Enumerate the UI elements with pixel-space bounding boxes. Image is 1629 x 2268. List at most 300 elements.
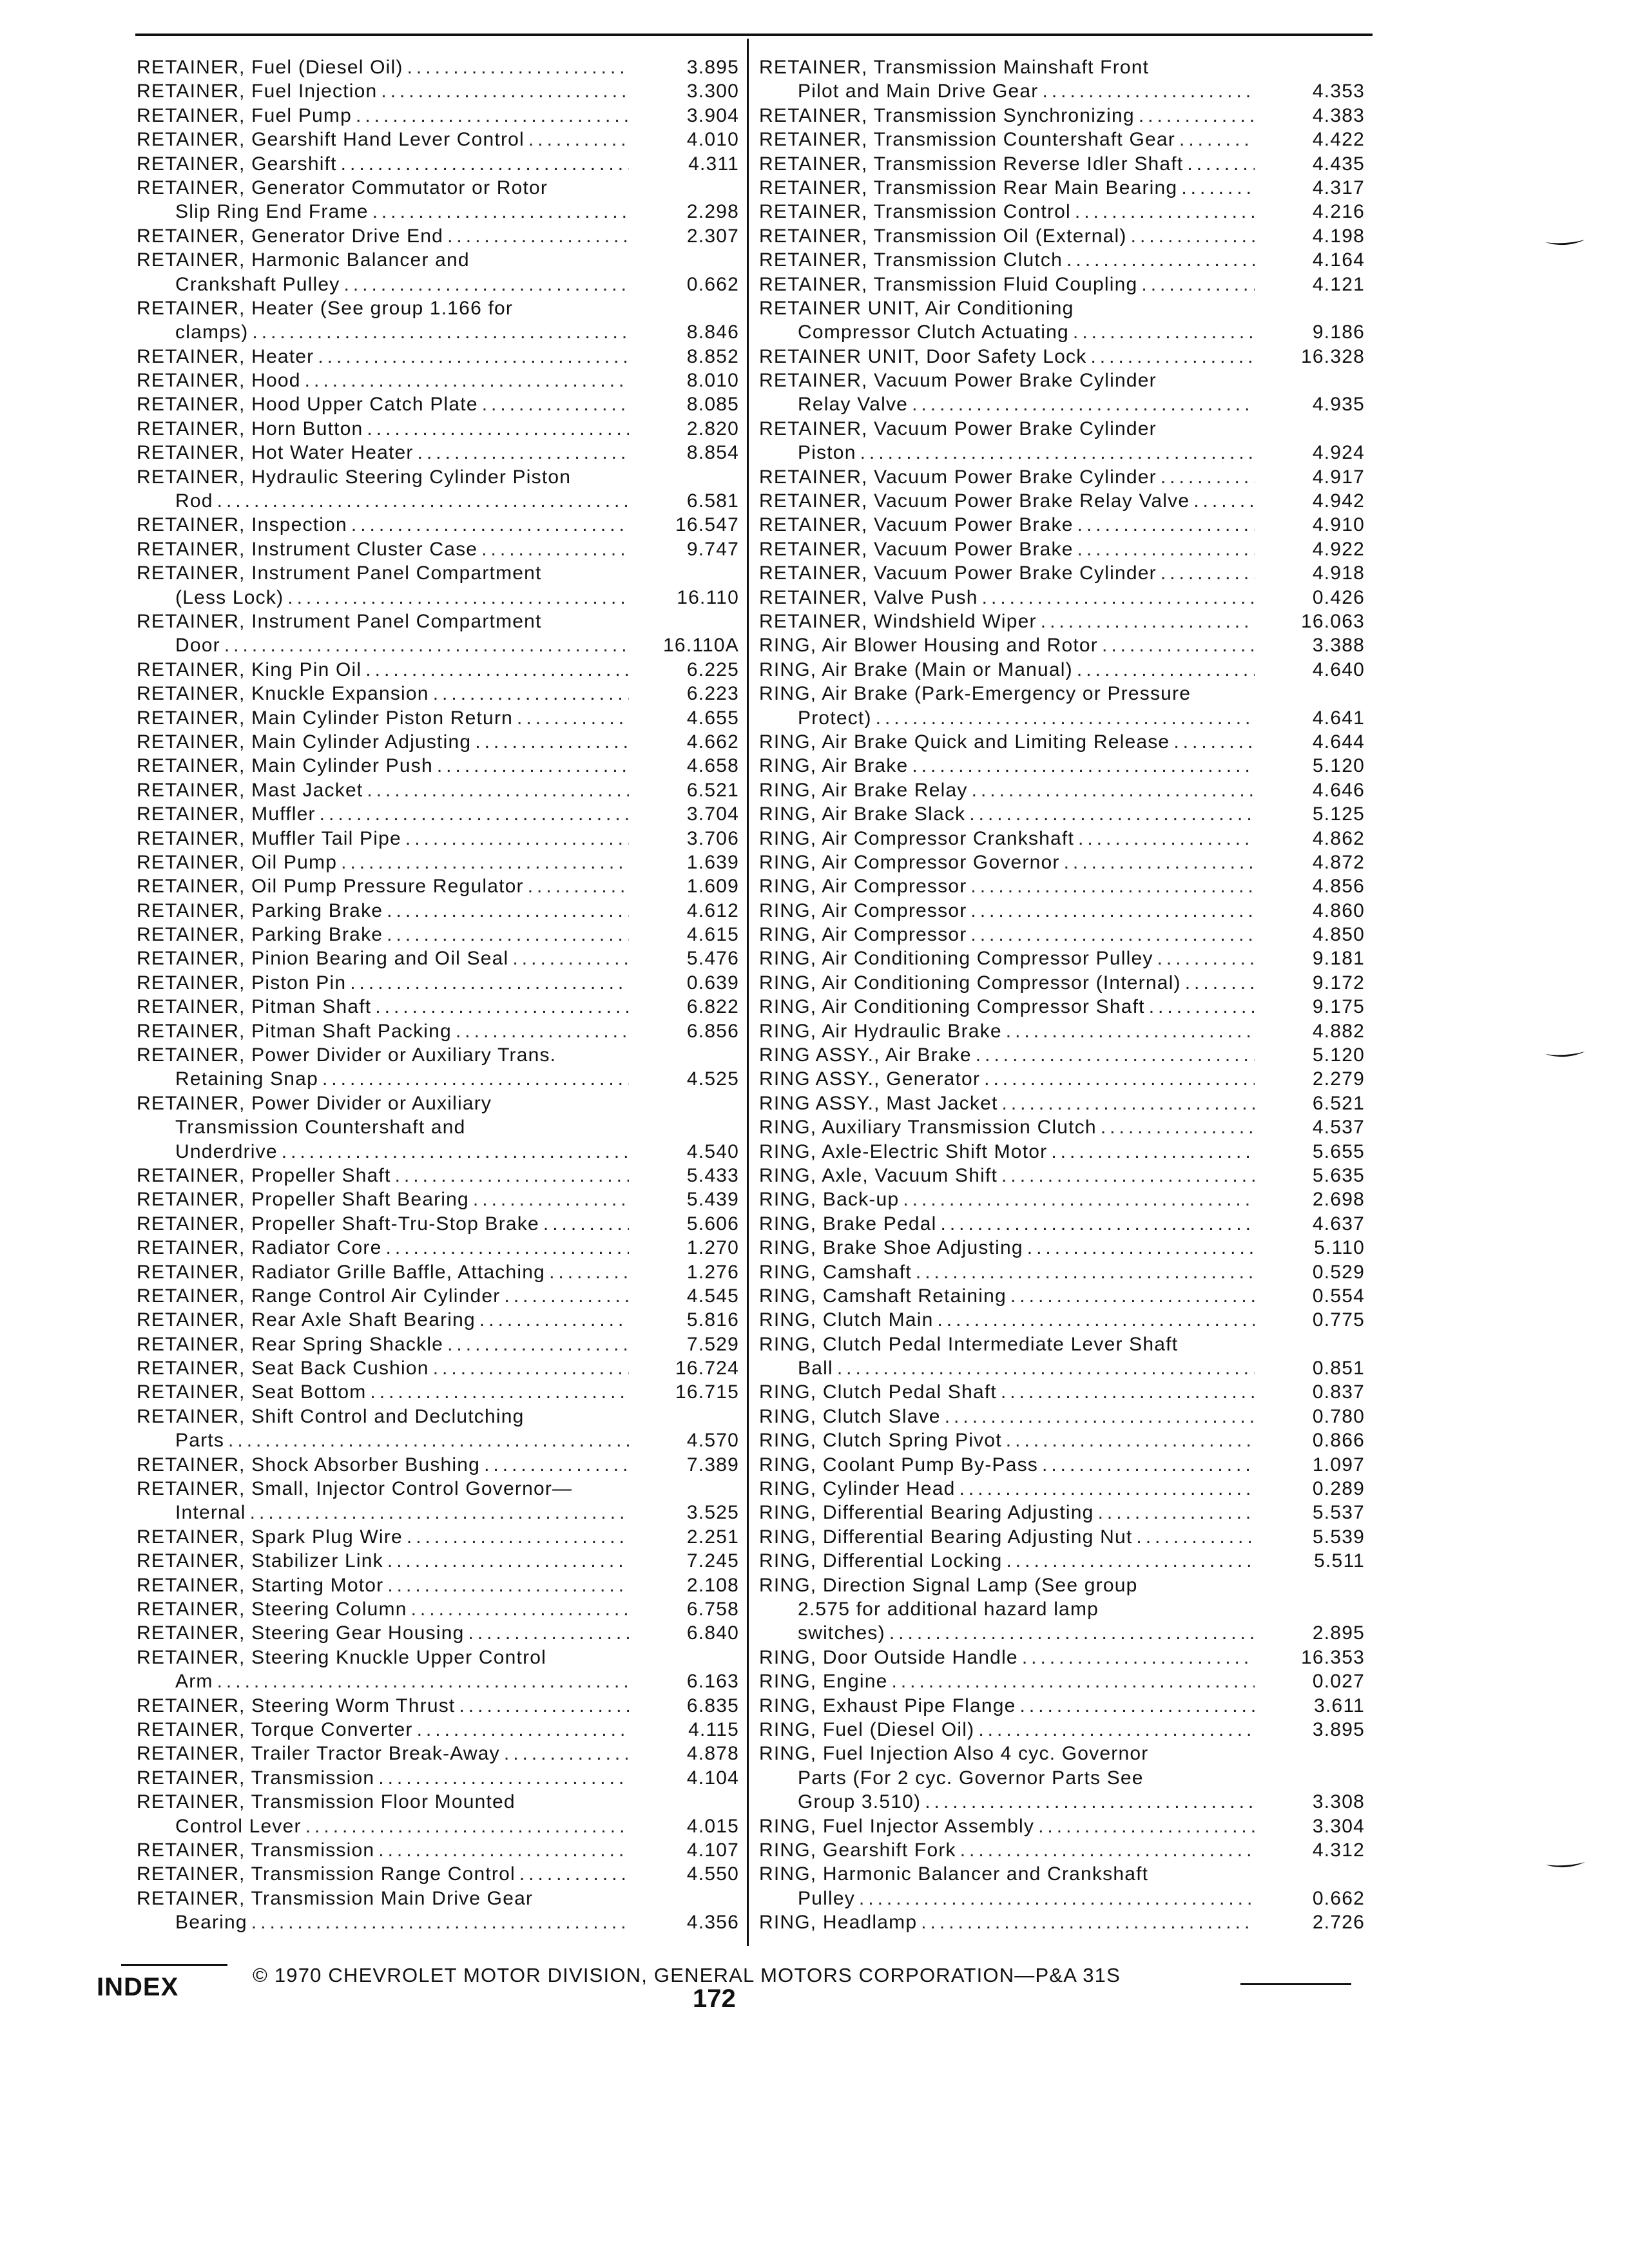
group-number: 6.856 xyxy=(686,1020,739,1042)
index-entry xyxy=(137,1549,739,1573)
index-entry xyxy=(759,923,1365,947)
group-number: 8.846 xyxy=(686,322,739,343)
group-number: 6.521 xyxy=(1312,1092,1365,1114)
dot-leader xyxy=(1161,561,1255,585)
entry-description: RETAINER, Generator Drive End xyxy=(137,225,444,247)
group-number: 6.758 xyxy=(686,1599,739,1620)
dot-leader xyxy=(387,1573,629,1597)
entry-line xyxy=(137,1621,739,1645)
index-entry xyxy=(137,1597,739,1621)
entry-line xyxy=(137,296,739,320)
dot-leader xyxy=(322,1067,629,1091)
entry-line xyxy=(137,850,739,874)
entry-description: RING ASSY., Air Brake xyxy=(759,1044,972,1066)
index-entry xyxy=(137,1164,739,1187)
entry-description: RETAINER, Inspection xyxy=(137,514,347,536)
index-entry xyxy=(759,1308,1365,1332)
entry-line xyxy=(759,1091,1365,1115)
entry-description: Group 3.510) xyxy=(798,1791,921,1813)
entry-line xyxy=(759,1405,1365,1428)
index-entry xyxy=(759,610,1365,633)
entry-continuation-line xyxy=(137,489,739,513)
group-number: 4.540 xyxy=(686,1140,739,1162)
index-entry xyxy=(137,971,739,995)
entry-continuation-line xyxy=(137,1115,739,1139)
dot-leader xyxy=(378,1838,629,1862)
index-entry xyxy=(137,441,739,465)
dot-leader xyxy=(1022,1646,1255,1669)
entry-continuation-line xyxy=(759,1790,1365,1814)
entry-continuation-line xyxy=(759,1887,1365,1910)
entry-line xyxy=(137,658,739,682)
entry-description: RETAINER, Steering Gear Housing xyxy=(137,1622,465,1644)
entry-line xyxy=(759,1742,1365,1765)
entry-description: RING, Air Compressor Crankshaft xyxy=(759,827,1074,849)
dot-leader xyxy=(921,1910,1255,1934)
index-entry xyxy=(137,152,739,176)
group-number: 2.279 xyxy=(1312,1068,1365,1090)
entry-description: RETAINER, Parking Brake xyxy=(137,899,383,921)
dot-leader xyxy=(217,1669,629,1693)
entry-description: Rod xyxy=(175,490,213,512)
dot-leader xyxy=(318,345,629,369)
index-label: INDEX xyxy=(97,1973,179,2001)
entry-line xyxy=(137,104,739,128)
dot-leader xyxy=(381,79,629,103)
index-entry xyxy=(759,1284,1365,1308)
index-entry xyxy=(137,1862,739,1886)
index-entry xyxy=(759,1862,1365,1910)
index-entry xyxy=(137,392,739,416)
dot-leader xyxy=(978,1718,1255,1742)
group-number: 5.110 xyxy=(1314,1237,1365,1259)
dot-leader xyxy=(417,1718,629,1742)
entry-description: Protect) xyxy=(798,707,872,729)
entry-description: RING, Clutch Pedal Shaft xyxy=(759,1381,997,1403)
footer-rule-right xyxy=(1240,1983,1351,1985)
dot-leader xyxy=(1139,104,1255,128)
index-entry xyxy=(137,1718,739,1742)
group-number: 3.904 xyxy=(686,104,739,126)
index-entry xyxy=(759,1140,1365,1164)
dot-leader xyxy=(891,1669,1255,1693)
entry-description: RETAINER, Valve Push xyxy=(759,586,978,608)
group-number: 4.862 xyxy=(1312,827,1365,849)
entry-description: RETAINER, Transmission Mainshaft Front xyxy=(759,57,1150,78)
dot-leader xyxy=(1078,827,1255,850)
dot-leader xyxy=(517,706,629,730)
entry-description: RETAINER, Transmission Rear Main Bearing xyxy=(759,177,1178,198)
group-number: 6.223 xyxy=(686,683,739,705)
entry-description: RETAINER, Piston Pin xyxy=(137,972,347,994)
entry-description: RETAINER, Windshield Wiper xyxy=(759,610,1037,632)
entry-continuation-line xyxy=(759,1621,1365,1645)
entry-line xyxy=(137,1718,739,1742)
entry-line xyxy=(137,537,739,561)
entry-line xyxy=(137,1356,739,1380)
entry-description: RING, Air Conditioning Compressor Pulley xyxy=(759,948,1153,970)
group-number: 0.837 xyxy=(1312,1381,1365,1403)
index-entry xyxy=(759,224,1365,248)
entry-line xyxy=(759,273,1365,296)
dot-leader xyxy=(433,1356,629,1380)
group-number: 2.726 xyxy=(1312,1912,1365,1934)
entry-line xyxy=(137,1477,739,1501)
group-number: 4.015 xyxy=(686,1815,739,1837)
group-number: 3.895 xyxy=(1312,1718,1365,1740)
entry-line xyxy=(759,1549,1365,1573)
group-number: 5.120 xyxy=(1312,1044,1365,1066)
entry-description: RETAINER, Transmission xyxy=(137,1839,375,1861)
index-entry xyxy=(759,1067,1365,1091)
index-entry xyxy=(759,827,1365,850)
dot-leader xyxy=(1027,1236,1255,1260)
group-number: 1.270 xyxy=(686,1237,739,1259)
entry-line xyxy=(759,152,1365,176)
group-number: 3.388 xyxy=(1312,635,1365,657)
group-number: 4.856 xyxy=(1312,876,1365,898)
entry-line xyxy=(759,1140,1365,1164)
group-number: 16.110 xyxy=(677,586,739,608)
entry-description: RING, Axle, Vacuum Shift xyxy=(759,1164,998,1186)
index-entry xyxy=(759,1212,1365,1236)
entry-line xyxy=(137,899,739,923)
entry-description: RING, Harmonic Balancer and Crankshaft xyxy=(759,1863,1149,1885)
entry-description: RING, Clutch Slave xyxy=(759,1405,941,1427)
entry-line xyxy=(759,995,1365,1019)
entry-line xyxy=(759,417,1365,441)
group-number: 6.840 xyxy=(686,1622,739,1644)
entry-description: Parts (For 2 cyc. Governor Parts See xyxy=(798,1767,1144,1789)
group-number: 4.104 xyxy=(686,1767,739,1789)
index-entry xyxy=(759,1236,1365,1260)
dot-leader xyxy=(282,1140,629,1164)
index-entry xyxy=(759,1260,1365,1284)
dot-leader xyxy=(970,923,1255,947)
entry-description: RING, Air Brake Quick and Limiting Release xyxy=(759,731,1170,753)
index-entry xyxy=(759,417,1365,465)
entry-line xyxy=(759,55,1365,79)
group-number: 16.724 xyxy=(675,1358,739,1379)
group-number: 6.225 xyxy=(686,658,739,680)
index-entry xyxy=(759,1814,1365,1838)
entry-description: Relay Valve xyxy=(798,394,909,416)
index-entry xyxy=(759,1332,1365,1381)
entry-continuation-line xyxy=(137,1669,739,1693)
entry-description: RETAINER, Heater (See group 1.166 for xyxy=(137,297,514,319)
group-number: 4.910 xyxy=(1312,514,1365,536)
entry-description: RING, Differential Bearing Adjusting Nut xyxy=(759,1526,1133,1548)
entry-description: RETAINER, Power Divider or Auxiliary Trans. xyxy=(137,1044,557,1066)
group-number: 9.175 xyxy=(1312,996,1365,1018)
dot-leader xyxy=(370,1380,629,1404)
entry-continuation-line xyxy=(759,1597,1365,1621)
index-entry xyxy=(137,1284,739,1308)
index-entry xyxy=(759,682,1365,730)
entry-description: RING, Direction Signal Lamp (See group xyxy=(759,1574,1138,1596)
index-entry xyxy=(137,947,739,970)
group-number: 3.308 xyxy=(1312,1791,1365,1813)
index-entry xyxy=(759,1669,1365,1693)
entry-line xyxy=(137,1332,739,1356)
entry-description: RING, Differential Locking xyxy=(759,1550,1003,1572)
group-number: 6.521 xyxy=(686,779,739,801)
entry-line xyxy=(137,730,739,754)
entry-description: RETAINER, Radiator Core xyxy=(137,1237,382,1259)
group-number: 4.356 xyxy=(686,1912,739,1934)
dot-leader xyxy=(356,104,629,128)
index-entry xyxy=(137,827,739,850)
group-number: 8.085 xyxy=(686,394,739,416)
index-entry xyxy=(759,296,1365,345)
entry-description: RETAINER, Oil Pump xyxy=(137,851,338,873)
index-entry xyxy=(137,465,739,514)
entry-line xyxy=(137,561,739,585)
entry-continuation-line xyxy=(137,200,739,224)
index-entry xyxy=(759,1164,1365,1187)
index-entry xyxy=(759,730,1365,754)
entry-description: Transmission Countershaft and xyxy=(175,1117,466,1139)
index-entry xyxy=(759,537,1365,561)
entry-description: RETAINER, Main Cylinder Push xyxy=(137,755,433,777)
index-entry xyxy=(759,1838,1365,1862)
entry-line xyxy=(137,1187,739,1211)
index-entry xyxy=(137,706,739,730)
entry-description: Arm xyxy=(175,1671,213,1693)
dot-leader xyxy=(437,754,629,778)
group-number: 4.942 xyxy=(1312,490,1365,512)
entry-line xyxy=(137,874,739,898)
entry-description: RETAINER, Steering Worm Thrust xyxy=(137,1695,456,1716)
entry-description: Door xyxy=(175,635,220,657)
index-entry xyxy=(759,1453,1365,1477)
entry-description: RETAINER, Vacuum Power Brake Cylinder xyxy=(759,466,1157,488)
entry-line xyxy=(759,827,1365,850)
entry-line xyxy=(759,224,1365,248)
entry-line xyxy=(759,369,1365,392)
entry-description: RETAINER, Gearshift Hand Lever Control xyxy=(137,129,525,151)
entry-description: RETAINER, Vacuum Power Brake Cylinder xyxy=(759,418,1157,439)
entry-description: RING, Gearshift Fork xyxy=(759,1839,956,1861)
index-entry xyxy=(137,1356,739,1380)
index-entry xyxy=(137,55,739,79)
index-entry xyxy=(759,176,1365,200)
index-entry xyxy=(759,874,1365,898)
dot-leader xyxy=(305,1814,629,1838)
entry-line xyxy=(759,586,1365,610)
entry-line xyxy=(137,176,739,200)
margin-tick-mark xyxy=(1545,1862,1585,1870)
index-entry xyxy=(759,850,1365,874)
entry-line xyxy=(137,827,739,850)
entry-description: 2.575 for additional hazard lamp xyxy=(798,1599,1099,1620)
index-entry xyxy=(137,369,739,392)
entry-line xyxy=(759,802,1365,826)
group-number: 0.639 xyxy=(686,972,739,994)
entry-line xyxy=(137,1212,739,1236)
dot-leader xyxy=(912,392,1255,416)
group-number: 4.644 xyxy=(1312,731,1365,753)
index-entry xyxy=(759,1043,1365,1067)
index-entry xyxy=(759,1501,1365,1524)
dot-leader xyxy=(407,1525,629,1549)
entry-description: RETAINER, Torque Converter xyxy=(137,1718,413,1740)
dot-leader xyxy=(405,827,629,850)
index-entry xyxy=(759,55,1365,104)
entry-line xyxy=(759,1501,1365,1524)
entry-continuation-line xyxy=(137,1814,739,1838)
group-number: 4.422 xyxy=(1312,129,1365,151)
entry-description: RETAINER, Propeller Shaft xyxy=(137,1164,391,1186)
entry-line xyxy=(759,1814,1365,1838)
entry-line xyxy=(759,128,1365,151)
group-number: 4.550 xyxy=(686,1863,739,1885)
entry-description: Ball xyxy=(798,1358,833,1379)
margin-tick-mark xyxy=(1545,1052,1585,1059)
index-entry xyxy=(137,1887,739,1935)
dot-leader xyxy=(1051,1140,1255,1164)
group-number: 4.878 xyxy=(686,1743,739,1765)
index-entry xyxy=(759,633,1365,657)
index-entry xyxy=(137,730,739,754)
dot-leader xyxy=(959,1477,1255,1501)
entry-description: RING, Fuel Injection Also 4 cyc. Governor xyxy=(759,1743,1149,1765)
group-number: 9.186 xyxy=(1312,322,1365,343)
group-number: 4.164 xyxy=(1312,249,1365,271)
group-number: 0.289 xyxy=(1312,1478,1365,1500)
entry-description: RING, Back-up xyxy=(759,1189,900,1211)
group-number: 8.852 xyxy=(686,345,739,367)
dot-leader xyxy=(925,1790,1255,1814)
group-number: 7.389 xyxy=(686,1454,739,1475)
index-entry xyxy=(137,224,739,248)
dot-leader xyxy=(970,874,1255,898)
group-number: 4.935 xyxy=(1312,394,1365,416)
entry-description: RETAINER, Range Control Air Cylinder xyxy=(137,1285,501,1307)
entry-description: RETAINER UNIT, Door Safety Lock xyxy=(759,345,1087,367)
group-number: 5.816 xyxy=(686,1309,739,1331)
dot-leader xyxy=(1101,1115,1255,1139)
dot-leader xyxy=(1179,128,1255,151)
entry-description: RETAINER, Parking Brake xyxy=(137,924,383,946)
entry-continuation-line xyxy=(137,586,739,610)
group-number: 4.312 xyxy=(1312,1839,1365,1861)
dot-leader xyxy=(1181,176,1255,200)
entry-line xyxy=(137,1766,739,1790)
dot-leader xyxy=(407,55,629,79)
entry-description: RING, Auxiliary Transmission Clutch xyxy=(759,1117,1097,1139)
entry-description: RETAINER, Gearshift xyxy=(137,153,337,175)
dot-leader xyxy=(1042,79,1255,103)
dot-leader xyxy=(385,1236,629,1260)
group-number: 4.383 xyxy=(1312,104,1365,126)
entry-description: RETAINER, Main Cylinder Adjusting xyxy=(137,731,472,753)
index-entry xyxy=(759,778,1365,802)
entry-description: Control Lever xyxy=(175,1815,302,1837)
entry-line xyxy=(759,176,1365,200)
dot-leader xyxy=(937,1308,1255,1332)
group-number: 2.698 xyxy=(1312,1189,1365,1211)
column-divider xyxy=(747,39,749,1946)
dot-leader xyxy=(482,392,629,416)
dot-leader xyxy=(505,1284,630,1308)
entry-description: RETAINER, Fuel Pump xyxy=(137,104,352,126)
group-number: 4.850 xyxy=(1312,924,1365,946)
index-entry xyxy=(137,1091,739,1164)
index-entry xyxy=(759,1091,1365,1115)
dot-leader xyxy=(982,586,1255,610)
index-entry xyxy=(137,537,739,561)
entry-description: RING, Differential Bearing Adjusting xyxy=(759,1502,1094,1524)
entry-line xyxy=(137,778,739,802)
dot-leader xyxy=(1006,1549,1255,1573)
entry-line xyxy=(137,392,739,416)
index-entry xyxy=(137,1212,739,1236)
entry-continuation-line xyxy=(137,273,739,296)
group-number: 4.872 xyxy=(1312,851,1365,873)
entry-line xyxy=(759,658,1365,682)
group-number: 16.063 xyxy=(1301,610,1365,632)
dot-leader xyxy=(1141,273,1255,296)
entry-description: RING, Clutch Spring Pivot xyxy=(759,1430,1002,1452)
entry-description: RETAINER, Vacuum Power Brake Cylinder xyxy=(759,562,1157,584)
entry-description: RING, Coolant Pump By-Pass xyxy=(759,1454,1039,1475)
dot-leader xyxy=(1075,200,1255,224)
dot-leader xyxy=(1090,345,1255,369)
dot-leader xyxy=(367,417,629,441)
group-number: 4.917 xyxy=(1312,466,1365,488)
group-number: 5.539 xyxy=(1312,1526,1365,1548)
dot-leader xyxy=(1002,1091,1255,1115)
index-entry xyxy=(137,1477,739,1525)
group-number: 4.107 xyxy=(686,1839,739,1861)
dot-leader xyxy=(543,1212,629,1236)
entry-description: RETAINER, Steering Column xyxy=(137,1599,407,1620)
index-entry xyxy=(759,1019,1365,1043)
group-number: 4.615 xyxy=(686,924,739,946)
entry-line xyxy=(759,850,1365,874)
dot-leader xyxy=(1131,224,1255,248)
group-number: 16.353 xyxy=(1301,1646,1365,1668)
group-number: 4.612 xyxy=(686,899,739,921)
index-entry xyxy=(759,754,1365,778)
entry-description: Crankshaft Pulley xyxy=(175,273,340,295)
index-entry xyxy=(137,874,739,898)
dot-leader xyxy=(1157,947,1255,970)
entry-description: RING ASSY., Generator xyxy=(759,1068,981,1090)
dot-leader xyxy=(859,1887,1255,1910)
group-number: 0.027 xyxy=(1312,1671,1365,1693)
group-number: 5.433 xyxy=(686,1164,739,1186)
entry-continuation-line xyxy=(759,79,1365,103)
index-entry xyxy=(759,1477,1365,1501)
dot-leader xyxy=(387,1549,629,1573)
group-number: 9.172 xyxy=(1312,972,1365,994)
entry-description: RETAINER, Instrument Panel Compartment xyxy=(137,610,542,632)
entry-description: RING, Air Hydraulic Brake xyxy=(759,1020,1002,1042)
index-entry xyxy=(137,128,739,151)
entry-description: RETAINER, Vacuum Power Brake xyxy=(759,514,1074,536)
footer-rule-left xyxy=(121,1964,227,1966)
group-number: 3.704 xyxy=(686,803,739,825)
entry-line xyxy=(137,1260,739,1284)
dot-leader xyxy=(341,850,629,874)
group-number: 5.125 xyxy=(1312,803,1365,825)
group-number: 8.854 xyxy=(686,442,739,464)
group-number: 6.163 xyxy=(686,1671,739,1693)
index-entry xyxy=(137,754,739,778)
group-number: 0.662 xyxy=(1312,1887,1365,1909)
